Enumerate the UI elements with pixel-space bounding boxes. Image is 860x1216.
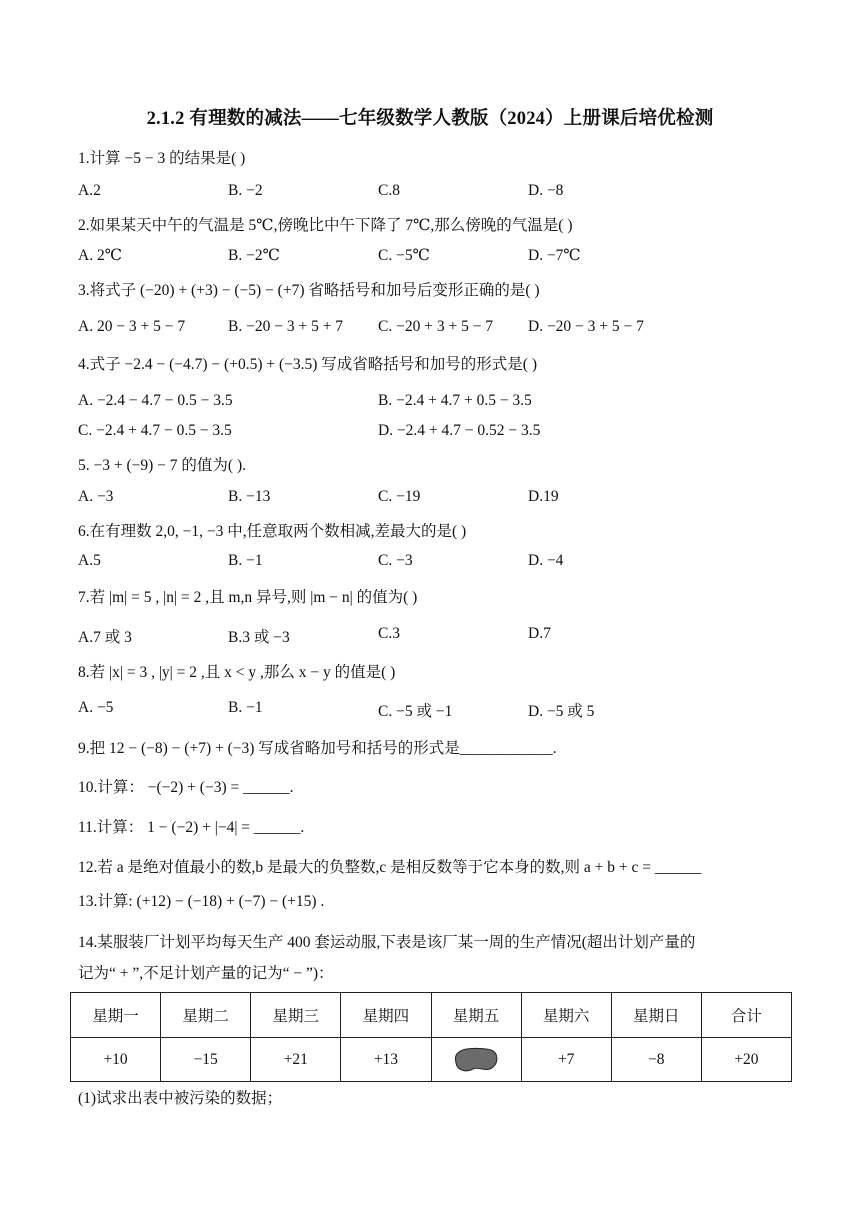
- option-a: A. 2℃: [78, 247, 123, 264]
- question-8-stem: 8.若 |x| = 3 , |y| = 2 ,且 x < y ,那么 x − y 的值是( ): [78, 664, 396, 681]
- value-cell: +21: [251, 1038, 341, 1082]
- option-d: D. −8: [528, 182, 564, 199]
- table-value-row: [71, 1038, 792, 1082]
- value-cell: +13: [341, 1038, 431, 1082]
- question-12: 12.若 a 是绝对值最小的数,b 是最大的负整数,c 是相反数等于它本身的数,则 a + b + c = ______: [78, 859, 702, 876]
- option-c: C.3: [378, 625, 400, 642]
- stained-value-cell: [431, 1038, 521, 1082]
- option-b: B.3 或 −3: [228, 629, 290, 646]
- question-14-part-1: (1)试求出表中被污染的数据；: [78, 1090, 283, 1107]
- value-cell: +7: [521, 1038, 611, 1082]
- option-a: A.7 或 3: [78, 629, 132, 646]
- question-9: 9.把 12 − (−8) − (+7) + (−3) 写成省略加号和括号的形式是____________.: [78, 740, 557, 757]
- option-a: A. 20 − 3 + 5 − 7: [78, 318, 186, 335]
- option-d: D. −4: [528, 552, 564, 569]
- option-c: C. −20 + 3 + 5 − 7: [378, 318, 494, 335]
- header-cell: 星期日: [611, 993, 701, 1038]
- option-d: D. −7℃: [528, 247, 581, 264]
- question-13: 13.计算: (+12) − (−18) + (−7) − (+15) .: [78, 893, 325, 910]
- header-cell: 星期三: [251, 993, 341, 1038]
- question-8-options: [78, 699, 778, 723]
- question-4-options-ab: [78, 392, 778, 416]
- option-b: B. −1: [228, 699, 263, 716]
- question-11: 11.计算： 1 − (−2) + |−4| = ______.: [78, 819, 305, 836]
- question-7-options: [78, 625, 778, 649]
- option-b: B. −20 − 3 + 5 + 7: [228, 318, 344, 335]
- option-c: C.8: [378, 182, 400, 199]
- option-b: B. −2.4 + 4.7 + 0.5 − 3.5: [378, 392, 532, 409]
- option-b: B. −13: [228, 488, 271, 505]
- option-d: D. −2.4 + 4.7 − 0.52 − 3.5: [378, 422, 541, 439]
- option-d: D.7: [528, 625, 551, 642]
- header-cell: 星期二: [161, 993, 251, 1038]
- header-cell: 星期一: [71, 993, 161, 1038]
- option-c: C. −5 或 −1: [378, 703, 453, 720]
- option-b: B. −1: [228, 552, 263, 569]
- option-a: A. −5: [78, 699, 114, 716]
- value-cell: −15: [161, 1038, 251, 1082]
- option-b: B. −2℃: [228, 247, 280, 264]
- question-1-stem: 1.计算 −5 − 3 的结果是( ): [78, 150, 246, 167]
- header-cell: 星期五: [431, 993, 521, 1038]
- question-2-options: [78, 246, 778, 270]
- question-4-options-cd: [78, 422, 778, 446]
- question-2-stem: 2.如果某天中午的气温是 5℃,傍晚比中午下降了 7℃,那么傍晚的气温是( ): [78, 217, 573, 234]
- production-table: [70, 992, 792, 1082]
- question-14-stem-line2: 记为“ + ”,不足计划产量的记为“ − ”)：: [78, 965, 334, 982]
- option-d: D. −5 或 5: [528, 703, 595, 720]
- question-5-options: [78, 488, 778, 512]
- header-cell: 星期四: [341, 993, 431, 1038]
- option-d: D.19: [528, 488, 559, 505]
- question-6-stem: 6.在有理数 2,0, −1, −3 中,任意取两个数相减,差最大的是( ): [78, 523, 467, 540]
- option-c: C. −3: [378, 552, 413, 569]
- option-a: A. −2.4 − 4.7 − 0.5 − 3.5: [78, 392, 233, 409]
- option-a: A. −3: [78, 488, 114, 505]
- question-3-options: [78, 318, 778, 342]
- table-header-row: [71, 993, 792, 1038]
- header-cell: 星期六: [521, 993, 611, 1038]
- question-3-stem: 3.将式子 (−20) + (+3) − (−5) − (+7) 省略括号和加号后变形正确的是( ): [78, 282, 540, 299]
- question-10: 10.计算： −(−2) + (−3) = ______.: [78, 779, 294, 796]
- value-cell: −8: [611, 1038, 701, 1082]
- question-1-options: [78, 182, 778, 206]
- question-4-stem: 4.式子 −2.4 − (−4.7) − (+0.5) + (−3.5) 写成省略括号和加号的形式是( ): [78, 356, 537, 373]
- option-d: D. −20 − 3 + 5 − 7: [528, 318, 644, 335]
- option-a: A.2: [78, 182, 101, 199]
- option-c: C. −5℃: [378, 247, 430, 264]
- question-7-stem: 7.若 |m| = 5 , |n| = 2 ,且 m,n 异号,则 |m − n| 的值为( ): [78, 589, 418, 606]
- value-cell: +20: [701, 1038, 791, 1082]
- option-c: C. −19: [378, 488, 421, 505]
- option-c: C. −2.4 + 4.7 − 0.5 − 3.5: [78, 422, 232, 439]
- option-a: A.5: [78, 552, 101, 569]
- header-cell: 合计: [701, 993, 791, 1038]
- question-14-stem-line1: 14.某服装厂计划平均每天生产 400 套运动服,下表是该厂某一周的生产情况(超出计划产量的: [78, 934, 696, 951]
- question-6-options: [78, 552, 778, 576]
- ink-stain-icon: [453, 1046, 499, 1074]
- question-5-stem: 5. −3 + (−9) − 7 的值为( ).: [78, 457, 246, 474]
- page-title: 2.1.2 有理数的减法——七年级数学人教版（2024）上册课后培优检测: [146, 109, 714, 129]
- value-cell: +10: [71, 1038, 161, 1082]
- option-b: B. −2: [228, 182, 263, 199]
